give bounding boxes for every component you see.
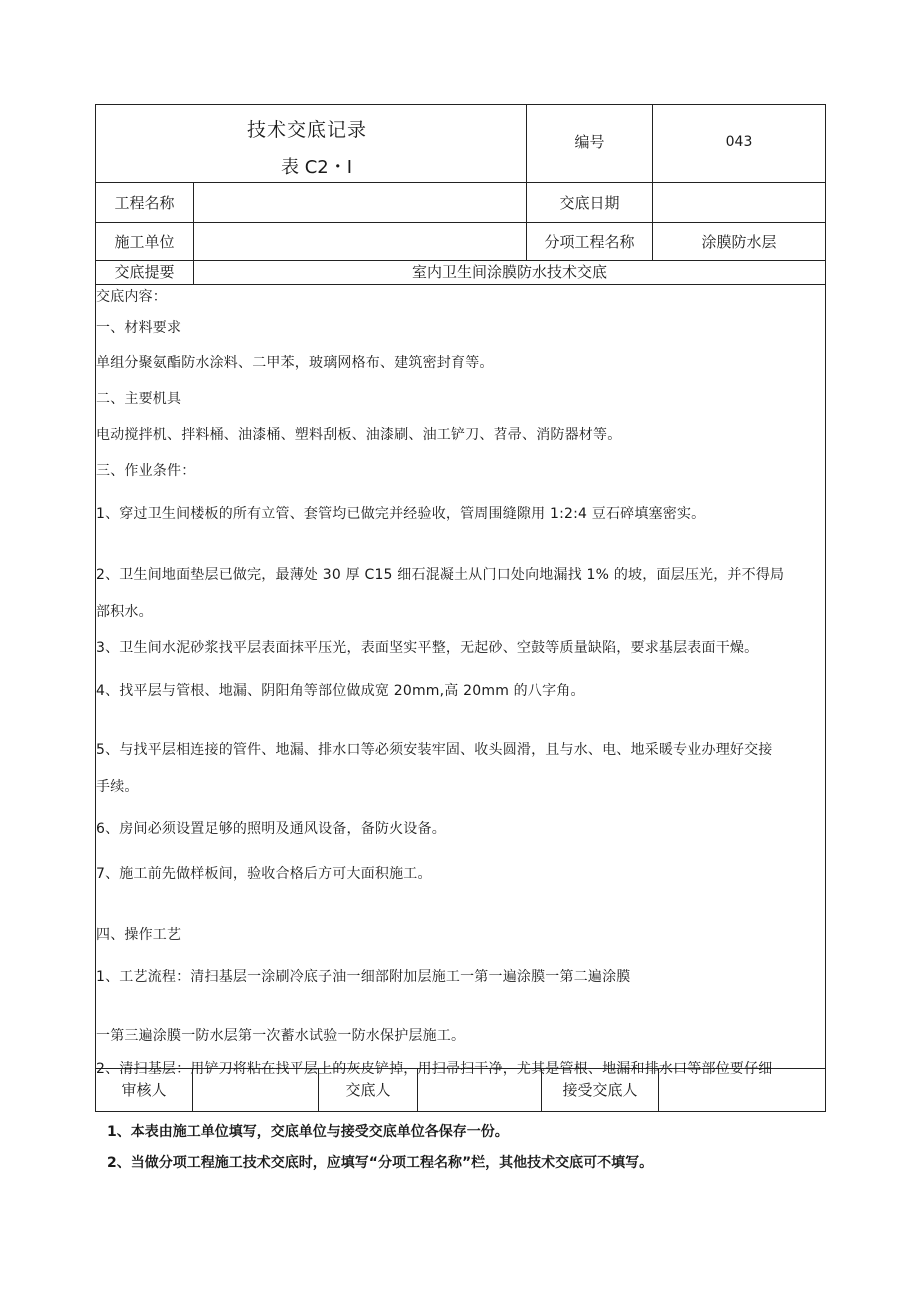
footnote-2: 2、当做分项工程施工技术交底时，应填写“分项工程名称”栏，其他技术交底可不填写。	[107, 1155, 654, 1171]
construction-unit-label: 施工单位	[114, 233, 175, 251]
footnote-1: 1、本表由施工单位填写，交底单位与接受交底单位各保存一份。	[107, 1124, 509, 1140]
content-line: 部积水。	[96, 604, 153, 620]
sub-project-value[interactable]: 涂膜防水层	[701, 233, 777, 251]
content-line: 7、施工前先做样板间，验收合格后方可大面积施工。	[96, 866, 432, 882]
summary-label: 交底提要	[114, 263, 175, 281]
content-line: 手续。	[96, 779, 139, 795]
v-line-right	[825, 104, 826, 1112]
summary-value[interactable]: 室内卫生间涂膜防水技术交底	[411, 263, 607, 281]
date-label: 交底日期	[559, 194, 620, 212]
h-line-row1-bottom	[95, 222, 826, 223]
content-line: 四、操作工艺	[96, 927, 182, 943]
form-code: 表 C2・I	[281, 157, 353, 178]
discloser-label: 交底人	[345, 1081, 391, 1099]
content-line: 电动搅拌机、拌料桶、油漆桶、塑料刮板、油漆刷、油工铲刀、苕帚、消防器材等。	[96, 427, 622, 443]
content-heading: 交底内容：	[96, 289, 167, 305]
content-line: 1、工艺流程：清扫基层一涂刷冷底子油一细部附加层施工一第一遍涂膜一第二遍涂膜	[96, 969, 631, 985]
number-label: 编号	[574, 133, 605, 151]
content-line: 2、卫生间地面垫层已做完，最薄处 30 厚 C15 细石混凝土从门口处向地漏找 1% 的坡，面层压光，并不得局	[96, 567, 785, 583]
document-title: 技术交底记录	[247, 119, 368, 141]
content-line: 三、作业条件：	[96, 463, 196, 479]
content-line: 4、找平层与管根、地漏、阴阳角等部位做成宽 20mm,高 20mm 的八字角。	[96, 683, 585, 699]
content-line: 一第三遍涂膜一防水层第一次蓄水试验一防水保护层施工。	[96, 1028, 466, 1044]
sub-project-label: 分项工程名称	[544, 233, 635, 251]
reviewer-label: 审核人	[121, 1081, 167, 1099]
h-line-header-bottom	[95, 182, 826, 183]
content-line-clipped: 2、清扫基层：用铲刀将粘在找平层上的灰皮铲掉，用扫帚扫干净，尤其是管根、地漏和排水口等部位要仔细	[96, 1061, 773, 1077]
h-line-row2-bottom	[95, 260, 826, 261]
receiver-label: 接受交底人	[562, 1081, 638, 1099]
content-line: 6、房间必须设置足够的照明及通风设备，备防火设备。	[96, 821, 446, 837]
content-line: 单组分聚氨酯防水涂料、二甲苯，玻璃网格布、建筑密封育等。	[96, 355, 494, 371]
h-line-table-bottom	[95, 1111, 826, 1112]
content-line: 一、材料要求	[96, 320, 182, 336]
project-name-label: 工程名称	[114, 194, 175, 212]
content-line: 3、卫生间水泥砂浆找平层表面抹平压光，表面坚实平整，无起砂、空鼓等质量缺陷，要求基层表面干燥。	[96, 640, 759, 656]
number-value[interactable]: 043	[725, 134, 753, 150]
content-line: 二、主要机具	[96, 391, 182, 407]
content-line: 1、穿过卫生间楼板的所有立管、套管均已做完并经验收，管周围缝隙用 1:2:4 豆石碎填塞密实。	[96, 506, 706, 522]
h-line-top	[95, 104, 826, 105]
disclosure-content	[95, 284, 825, 1077]
content-line: 5、与找平层相连接的管件、地漏、排水口等必须安装牢固、收头圆滑，且与水、电、地采暖专业办理好交接	[96, 742, 773, 758]
